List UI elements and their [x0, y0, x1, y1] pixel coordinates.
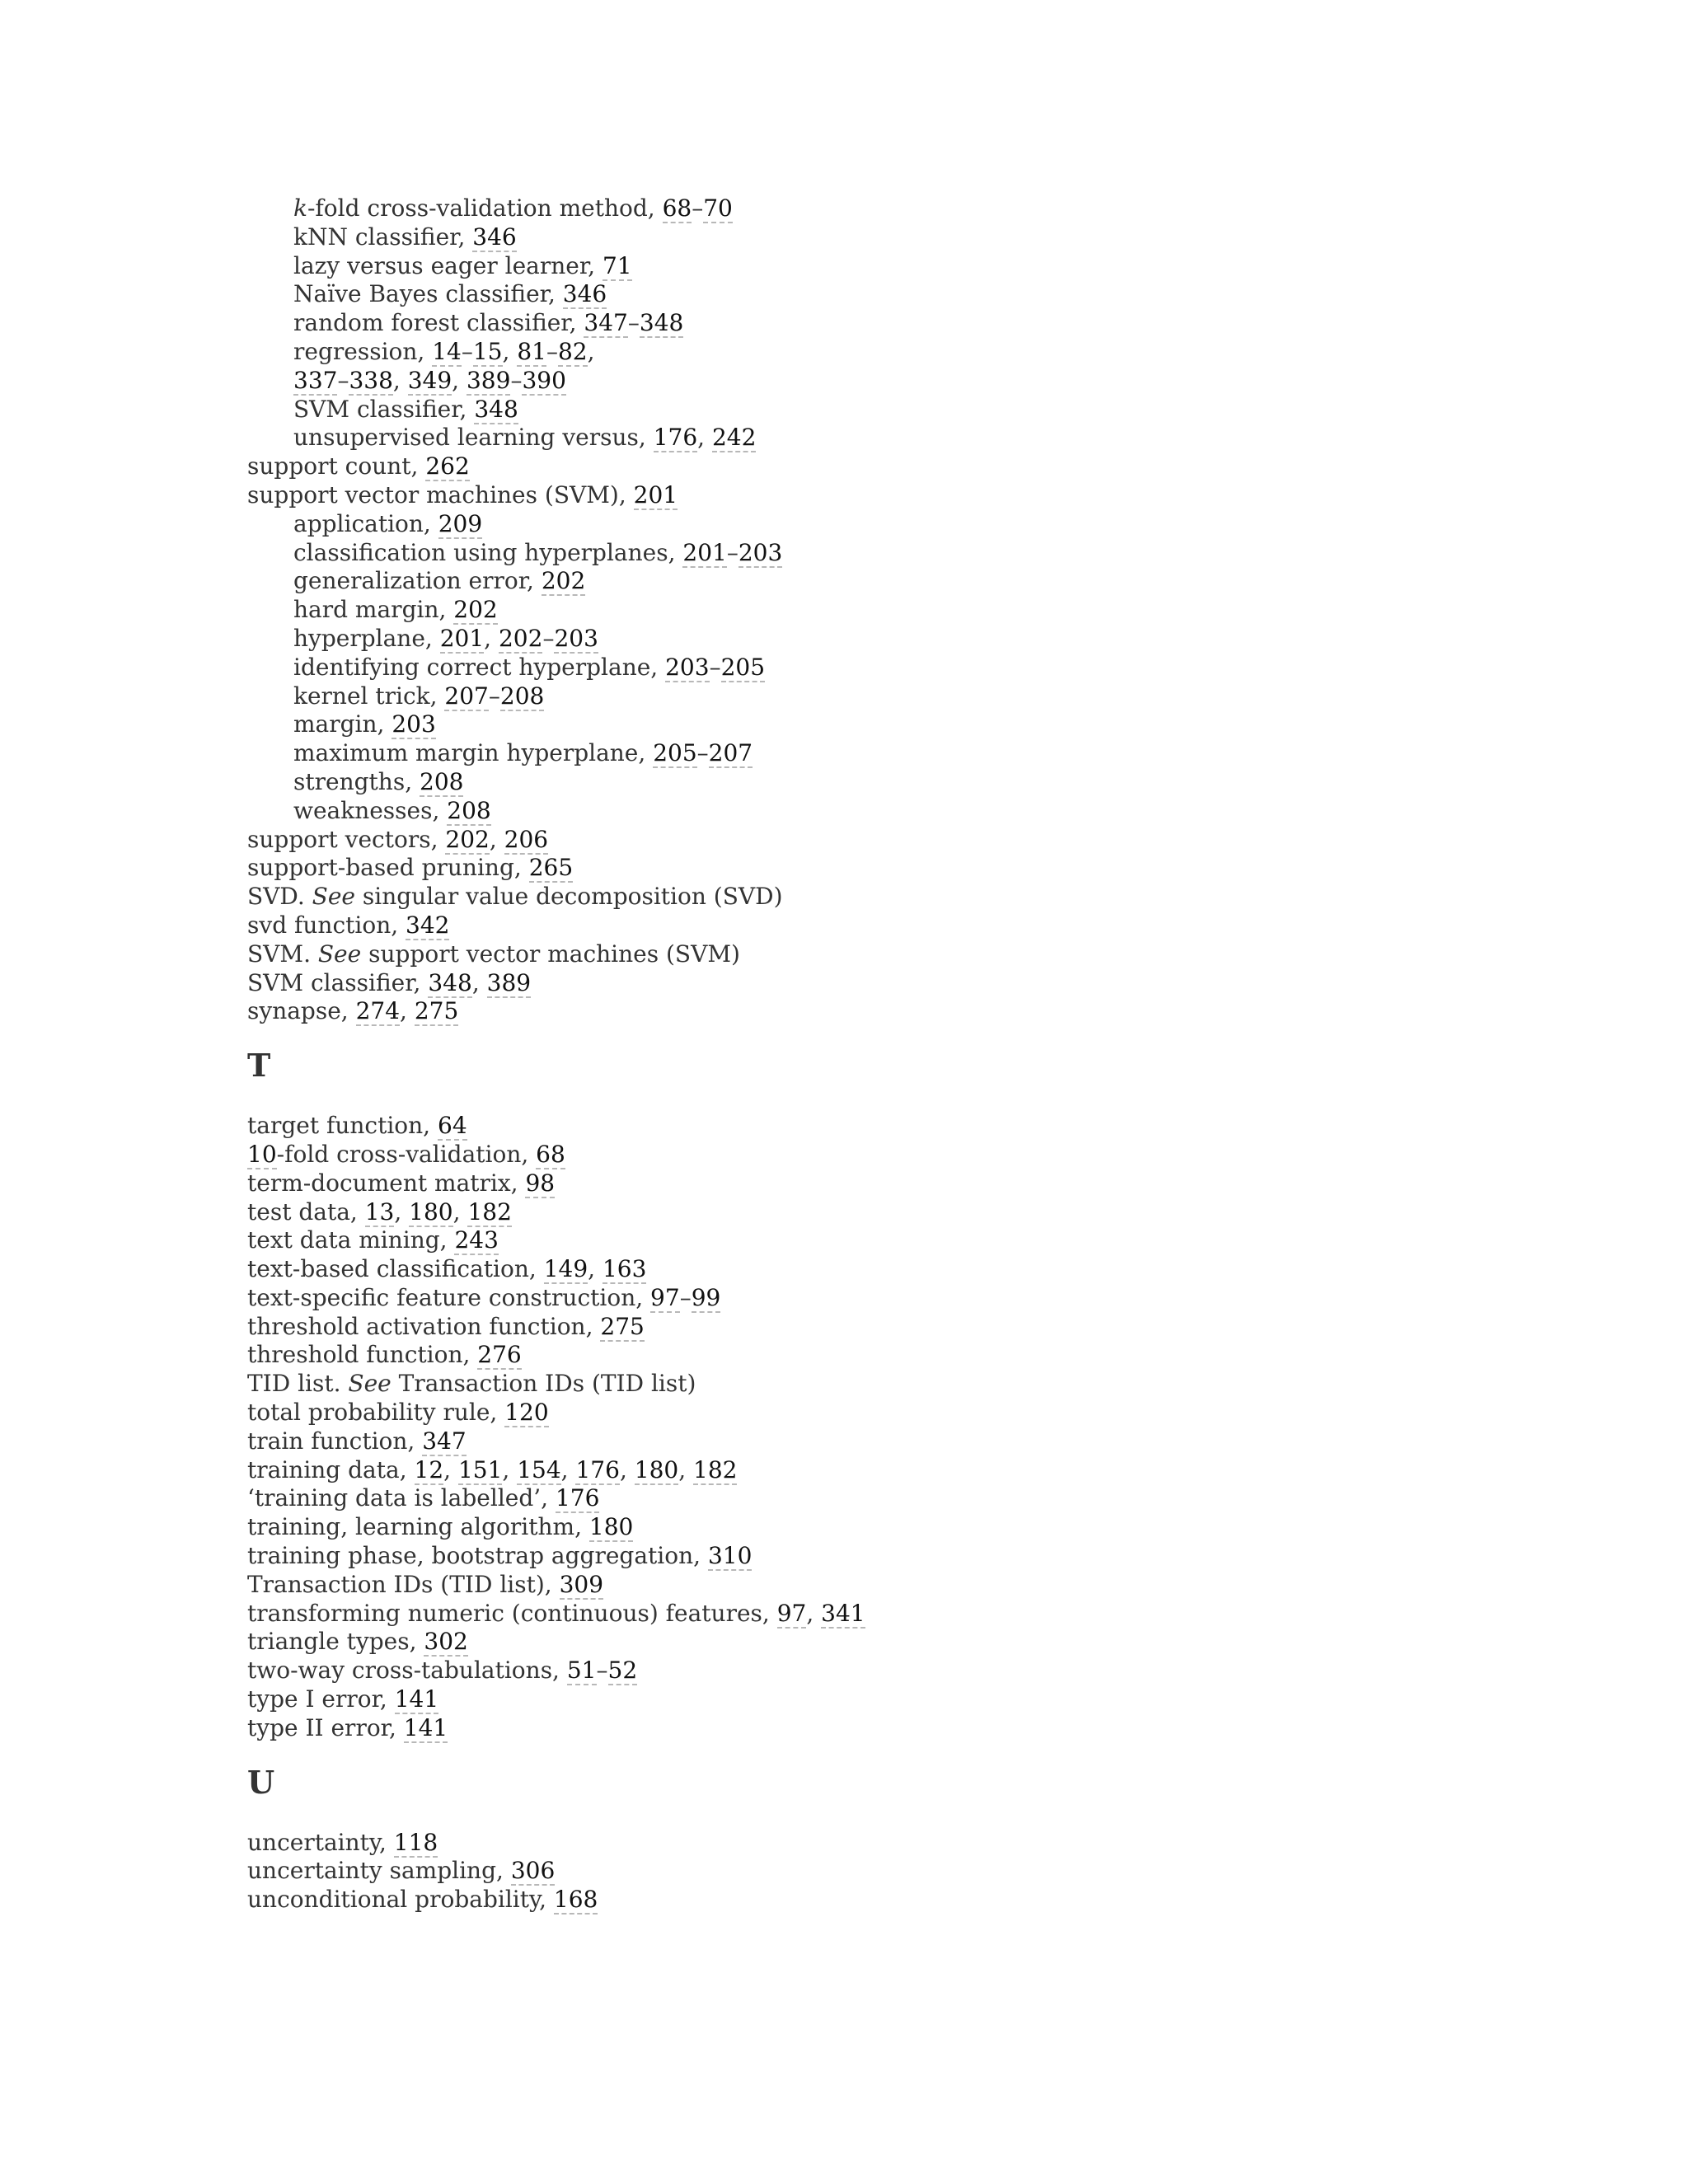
entry-text: type II error,	[247, 1713, 404, 1741]
index-entry	[247, 940, 1566, 969]
entry-text: ,	[678, 1455, 694, 1483]
entry-text: ,	[587, 337, 595, 365]
entry-text: margin,	[293, 710, 392, 738]
entry-text: –	[696, 739, 709, 767]
page-reference-link[interactable]: 180	[588, 1513, 634, 1541]
index-entry	[247, 481, 1566, 510]
index-subentry	[247, 567, 1566, 596]
entry-text: total probability rule,	[247, 1399, 505, 1427]
index-subentry	[247, 280, 1566, 309]
entry-text: hyperplane,	[293, 624, 440, 652]
entry-text: support vector machines (SVM),	[247, 480, 634, 509]
entry-text: –	[596, 1657, 608, 1685]
index-entry	[247, 1657, 1566, 1685]
page-reference-link[interactable]: 201	[633, 480, 678, 509]
entry-text: svd function,	[247, 911, 406, 939]
page-reference-link[interactable]: 348	[474, 395, 518, 423]
entry-text: triangle types,	[247, 1628, 424, 1656]
page-reference-link[interactable]: 97	[650, 1283, 680, 1311]
page-reference-link[interactable]: 202	[541, 567, 586, 595]
entry-text: lazy versus eager learner,	[293, 251, 603, 279]
index-subentry	[247, 338, 1566, 367]
entry-text: threshold function,	[247, 1341, 478, 1369]
page-reference-link[interactable]: 97	[776, 1599, 807, 1627]
page-reference-link[interactable]: 202	[453, 596, 498, 624]
page-reference-link[interactable]: 120	[504, 1399, 549, 1427]
entry-text: ,	[394, 1197, 410, 1226]
index-subentry	[247, 768, 1566, 797]
entry-text: ,	[806, 1599, 822, 1627]
page-reference-link[interactable]: 341	[821, 1599, 865, 1627]
index-subentry	[247, 194, 1566, 223]
page-reference-link[interactable]: 203	[738, 538, 783, 566]
page-reference-link[interactable]: 209	[438, 509, 483, 537]
page-reference-link[interactable]: 348	[639, 309, 684, 337]
entry-text: ,	[502, 337, 518, 365]
index-subentry	[247, 739, 1566, 768]
entry-text: regression,	[293, 337, 433, 365]
index-entry	[247, 883, 1566, 912]
page-reference-link[interactable]: 51	[566, 1657, 597, 1685]
index-entry	[247, 997, 1566, 1026]
index-entry	[247, 1313, 1566, 1342]
entry-text: ,	[489, 825, 504, 853]
page-reference-link[interactable]: 64	[438, 1112, 467, 1140]
entry-text: text data mining,	[247, 1226, 455, 1254]
entry-text: TID list.	[247, 1370, 349, 1398]
index-subentry	[247, 309, 1566, 338]
entry-text: ,	[471, 968, 487, 996]
entry-text: uncertainty sampling,	[247, 1857, 511, 1885]
page-reference-link[interactable]: 349	[407, 366, 452, 394]
page-reference-link[interactable]: 208	[447, 796, 491, 824]
page-reference-link[interactable]: 337	[293, 366, 338, 394]
page-reference-link[interactable]: 346	[472, 223, 517, 251]
page-reference-link[interactable]: 68	[662, 194, 692, 222]
entry-text: target function,	[247, 1112, 438, 1140]
entry-text: synapse,	[247, 997, 356, 1025]
entry-text: support-based pruning,	[247, 854, 529, 882]
page-reference-link[interactable]: 347	[584, 309, 628, 337]
index-entry	[247, 1427, 1566, 1456]
page-reference-link[interactable]: 205	[653, 739, 697, 767]
entry-text: –	[726, 538, 738, 566]
entry-text: transforming numeric (continuous) features,	[247, 1599, 777, 1627]
entry-text: –	[510, 366, 523, 394]
entry-text: random forest classifier,	[293, 309, 584, 337]
entry-text: ‘training data is labelled’,	[247, 1484, 556, 1512]
page-reference-link[interactable]: 207	[444, 682, 489, 710]
page-reference-link[interactable]: 347	[422, 1427, 467, 1455]
index-entry	[247, 1341, 1566, 1370]
page-reference-link[interactable]: 180	[634, 1455, 679, 1483]
entry-text: support count,	[247, 452, 426, 480]
page-reference-link[interactable]: 182	[467, 1197, 512, 1226]
index-entry	[247, 1714, 1566, 1743]
page-reference-link[interactable]: 208	[499, 682, 545, 710]
entry-text: ,	[560, 1455, 576, 1483]
italic-term: k	[293, 194, 307, 222]
entry-text: kNN classifier,	[293, 223, 473, 251]
entry-text: –	[692, 194, 704, 222]
page-reference-link[interactable]: 306	[510, 1857, 556, 1885]
page-reference-link[interactable]: 81	[517, 337, 546, 365]
entry-text: –	[709, 653, 721, 681]
page-reference-link[interactable]: 182	[693, 1455, 738, 1483]
page-reference-link[interactable]: 390	[522, 366, 566, 394]
page-reference-link[interactable]: 309	[559, 1570, 604, 1598]
page-reference-link[interactable]: 14	[432, 337, 462, 365]
index-entry	[247, 1399, 1566, 1427]
page-reference-link[interactable]: 389	[466, 366, 511, 394]
entry-text: –	[488, 682, 500, 710]
page-reference-link[interactable]: 98	[525, 1169, 556, 1197]
page-reference-link[interactable]: 389	[486, 968, 532, 996]
entry-text: Transaction IDs (TID list)	[391, 1370, 696, 1398]
index-entry	[247, 1857, 1566, 1886]
index-entry	[247, 1370, 1566, 1399]
index-entry	[247, 854, 1566, 883]
entry-text: support vector machines (SVM)	[361, 940, 740, 968]
page-reference-link[interactable]: 207	[708, 739, 753, 767]
index-entry	[247, 1112, 1566, 1141]
index-section	[247, 1044, 1566, 1743]
index-page	[247, 194, 1566, 1915]
index-entry	[247, 1255, 1566, 1284]
index-subentry	[247, 252, 1566, 281]
entry-text: ,	[588, 1255, 603, 1283]
page-reference-link[interactable]: 163	[602, 1255, 647, 1283]
page-reference-link[interactable]: 12	[414, 1455, 444, 1483]
page-reference-link[interactable]: 176	[575, 1455, 620, 1483]
page-reference-link[interactable]: 274	[355, 997, 401, 1025]
entry-text: two-way cross-tabulations,	[247, 1657, 567, 1685]
page-reference-link[interactable]: 13	[364, 1197, 395, 1226]
index-entry	[247, 912, 1566, 940]
page-reference-link[interactable]: 71	[602, 251, 632, 279]
index-subentry	[247, 396, 1566, 424]
page-reference-link[interactable]: 180	[409, 1197, 453, 1226]
page-reference-link[interactable]: 151	[457, 1455, 503, 1483]
index-entry	[247, 1484, 1566, 1513]
index-subentry	[247, 625, 1566, 654]
entry-text: training phase, bootstrap aggregation,	[247, 1542, 708, 1570]
page-reference-link[interactable]: 203	[554, 624, 598, 652]
entry-text: classification using hyperplanes,	[293, 538, 683, 566]
index-entry	[247, 1169, 1566, 1198]
entry-text: unconditional probability,	[247, 1886, 554, 1914]
page-reference-link[interactable]: 176	[555, 1484, 600, 1512]
index-subentry	[247, 797, 1566, 826]
page-reference-link[interactable]: 118	[393, 1828, 438, 1856]
page-reference-link[interactable]: 203	[392, 710, 436, 738]
index-entry	[247, 1829, 1566, 1858]
page-reference-link[interactable]: 346	[562, 280, 607, 308]
page-reference-link[interactable]: 206	[504, 825, 549, 853]
entry-text: uncertainty,	[247, 1828, 394, 1856]
entry-text: support vectors,	[247, 825, 446, 853]
page-reference-link[interactable]: 338	[349, 366, 393, 394]
index-entry	[247, 452, 1566, 481]
index-entry	[247, 1542, 1566, 1571]
entry-text: maximum margin hyperplane,	[293, 739, 654, 767]
index-entry	[247, 1198, 1566, 1227]
index-entry	[247, 1628, 1566, 1657]
page-reference-link[interactable]: 202	[445, 825, 490, 853]
index-subentry	[247, 596, 1566, 625]
entry-text: –	[337, 366, 349, 394]
entry-text: identifying correct hyperplane,	[293, 653, 666, 681]
entry-text: strengths,	[293, 767, 420, 795]
index-subentry	[247, 223, 1566, 252]
page-reference-link[interactable]: 205	[720, 653, 766, 681]
page-reference-link[interactable]: 82	[557, 337, 588, 365]
page-reference-link[interactable]: 201	[682, 538, 727, 566]
page-reference-link[interactable]: 154	[517, 1455, 561, 1483]
entry-text: ,	[452, 1197, 468, 1226]
index-section	[247, 1761, 1566, 1915]
page-reference-link[interactable]: 348	[428, 968, 472, 996]
italic-term: See	[348, 1370, 392, 1398]
page-reference-link[interactable]: 141	[403, 1713, 448, 1741]
index-entry	[247, 1226, 1566, 1255]
entry-text: ,	[697, 424, 712, 452]
entry-text: type I error,	[247, 1685, 395, 1713]
entry-text: text-specific feature construction,	[247, 1283, 651, 1311]
entry-text: ,	[452, 366, 467, 394]
index-entry	[247, 826, 1566, 855]
page-reference-link[interactable]: 99	[691, 1283, 721, 1311]
index-subentry	[247, 367, 1566, 396]
index-entry	[247, 1456, 1566, 1485]
entry-text: train function,	[247, 1427, 423, 1455]
entry-text: ,	[400, 997, 415, 1025]
entry-text: SVM classifier,	[293, 395, 475, 423]
page-reference-link[interactable]: 201	[439, 624, 485, 652]
entry-text: kernel trick,	[293, 682, 445, 710]
entry-text: –	[461, 337, 473, 365]
page-reference-link[interactable]: 242	[711, 424, 757, 452]
entry-text: ,	[443, 1455, 458, 1483]
page-reference-link[interactable]: 262	[425, 452, 470, 480]
index-entry	[247, 1886, 1566, 1915]
italic-term: See	[312, 883, 355, 911]
entry-text: -fold cross-validation,	[276, 1140, 537, 1168]
index-entry	[247, 1685, 1566, 1714]
entry-text: –	[546, 337, 558, 365]
entry-text: –	[679, 1283, 692, 1311]
index-entry	[247, 1141, 1566, 1169]
page-reference-link[interactable]: 310	[707, 1542, 753, 1570]
entry-text: text-based classification,	[247, 1255, 544, 1283]
entry-text: ,	[502, 1455, 518, 1483]
page-reference-link[interactable]: 265	[528, 854, 574, 882]
page-reference-link[interactable]: 276	[477, 1341, 522, 1369]
page-reference-link[interactable]: 302	[424, 1628, 468, 1656]
page-reference-link[interactable]: 275	[600, 1312, 645, 1340]
page-reference-link[interactable]: 68	[536, 1140, 565, 1168]
entry-text: test data,	[247, 1197, 365, 1226]
entry-text: SVM classifier,	[247, 968, 429, 996]
page-reference-link[interactable]: 10	[247, 1140, 277, 1168]
page-reference-link[interactable]: 176	[653, 424, 698, 452]
index-entry	[247, 969, 1566, 998]
entry-text: SVD.	[247, 883, 312, 911]
entry-text: unsupervised learning versus,	[293, 424, 654, 452]
entry-text: ,	[484, 624, 499, 652]
entry-text: training data,	[247, 1455, 415, 1483]
entry-text: Naïve Bayes classifier,	[293, 280, 563, 308]
entry-text: ,	[619, 1455, 635, 1483]
entry-text: hard margin,	[293, 596, 454, 624]
page-reference-link[interactable]: 342	[406, 911, 450, 939]
entry-text: generalization error,	[293, 567, 542, 595]
entry-text: SVM.	[247, 940, 318, 968]
entry-text: weaknesses,	[293, 796, 448, 824]
page-reference-link[interactable]: 208	[420, 767, 464, 795]
index-subentry	[247, 510, 1566, 539]
index-entry	[247, 1284, 1566, 1313]
entry-text: –	[627, 309, 640, 337]
entry-text: term-document matrix,	[247, 1169, 526, 1197]
entry-text: –	[542, 624, 555, 652]
page-reference-link[interactable]: 70	[703, 194, 733, 222]
page-reference-link[interactable]: 275	[414, 997, 459, 1025]
page-reference-link[interactable]: 15	[472, 337, 503, 365]
italic-term: See	[317, 940, 362, 968]
index-subentry	[247, 682, 1566, 711]
index-subentry	[247, 710, 1566, 739]
entry-text: threshold activation function,	[247, 1312, 601, 1340]
page-reference-link[interactable]: 168	[553, 1886, 598, 1914]
section-letter-heading: U	[247, 1763, 275, 1801]
entry-text: -fold cross-validation method,	[307, 194, 663, 222]
entry-text: singular value decomposition (SVD)	[354, 883, 783, 911]
index-section	[247, 194, 1566, 1026]
page-reference-link[interactable]: 243	[454, 1226, 499, 1254]
index-entry	[247, 1600, 1566, 1629]
index-entry	[247, 1513, 1566, 1542]
entry-text: application,	[293, 509, 438, 537]
index-subentry	[247, 654, 1566, 682]
entry-text: ,	[392, 366, 408, 394]
page-reference-link[interactable]: 202	[498, 624, 543, 652]
section-letter-heading: T	[247, 1047, 271, 1085]
entry-text: training, learning algorithm,	[247, 1513, 589, 1541]
page-reference-link[interactable]: 149	[543, 1255, 588, 1283]
index-entry	[247, 1571, 1566, 1600]
page-reference-link[interactable]: 203	[665, 653, 710, 681]
index-subentry	[247, 424, 1566, 452]
index-subentry	[247, 539, 1566, 568]
page-reference-link[interactable]: 141	[394, 1685, 439, 1713]
page-reference-link[interactable]: 52	[607, 1657, 638, 1685]
entry-text: Transaction IDs (TID list),	[247, 1570, 560, 1598]
